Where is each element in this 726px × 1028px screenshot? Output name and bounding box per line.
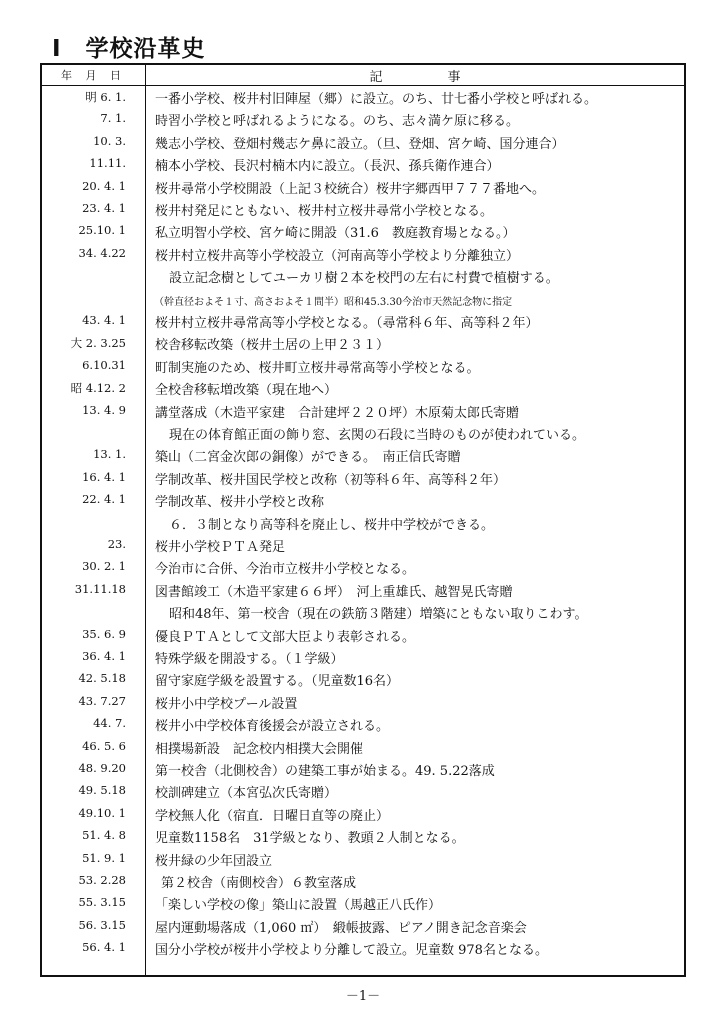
row-event: 今治市に合併、今治市立桜井小学校となる。 xyxy=(155,562,416,578)
row-event: 町制実施のため、桜井町立桜井尋常高等小学校となる。 xyxy=(155,360,480,376)
table-row xyxy=(42,108,684,130)
row-date: 13. 4. 9 xyxy=(82,402,126,417)
row-date: 7. 1. xyxy=(100,111,126,126)
row-event: ６．３制となり高等科を廃止し、桜井中学校ができる。 xyxy=(169,517,495,533)
row-date: 23. xyxy=(107,537,126,551)
row-date: 48. 9.20 xyxy=(78,761,126,775)
row-date: 49. 5.18 xyxy=(78,783,126,798)
history-table xyxy=(40,63,686,977)
table-row xyxy=(42,377,684,399)
row-date: 34. 4.22 xyxy=(78,245,126,260)
row-date: 明 6. 1. xyxy=(85,90,126,104)
table-row xyxy=(42,937,684,959)
table-row xyxy=(42,422,684,444)
row-date: 51. 9. 1 xyxy=(82,850,126,865)
row-date: 25.10. 1 xyxy=(78,223,126,238)
row-event: 優良ＰＴＡとして文部大臣より表彰される。 xyxy=(155,629,416,645)
table-row xyxy=(42,198,684,220)
row-event: 楠本小学校、長沢村楠木内に設立。（長沢、孫兵衛作連合） xyxy=(155,159,500,175)
row-date: 22. 4. 1 xyxy=(82,492,126,507)
row-event: 学制改革、桜井国民学校と改称（初等科６年、高等科２年） xyxy=(155,472,507,488)
row-event: 全校舎移転増改築（現在地へ） xyxy=(155,383,338,399)
row-event: 桜井緑の少年団設立 xyxy=(155,853,273,869)
row-date: 10. 3. xyxy=(93,133,126,148)
row-date: 53. 2.28 xyxy=(78,873,126,887)
table-row xyxy=(42,288,684,310)
table-row xyxy=(42,86,684,108)
table-row xyxy=(42,870,684,892)
row-date: 56. 3.15 xyxy=(78,917,126,932)
row-event: 「楽しい学校の像」築山に設置（馬越正八氏作） xyxy=(155,898,442,914)
page-number: －1－ xyxy=(345,989,381,1004)
table-row xyxy=(42,713,684,735)
table-row xyxy=(42,512,684,534)
table-row xyxy=(42,668,684,690)
row-date: 51. 4. 8 xyxy=(82,828,126,843)
row-date: 49.10. 1 xyxy=(78,805,126,820)
table-row xyxy=(42,310,684,332)
row-event: 設立記念樹としてユーカリ樹２本を校門の左右に村費で植樹する。 xyxy=(169,271,559,287)
page-title: Ⅰ 学校沿革史 xyxy=(52,36,206,62)
row-date: 30. 2. 1 xyxy=(82,559,126,574)
row-event: 校訓碑建立（本宮弘次氏寄贈） xyxy=(155,786,338,802)
table-row xyxy=(42,556,684,578)
table-row xyxy=(42,892,684,914)
table-row xyxy=(42,153,684,175)
table-row xyxy=(42,915,684,937)
row-event: 相撲場新設 記念校内相撲大会開催 xyxy=(155,741,364,757)
row-event: 桜井村発足にともない、桜井村立桜井尋常小学校となる。 xyxy=(155,204,494,219)
row-event: 留守家庭学級を設置する。（児童数16名） xyxy=(155,674,400,690)
table-row xyxy=(42,176,684,198)
row-date: 31.11.18 xyxy=(74,581,126,596)
row-date: 43. 7.27 xyxy=(78,693,126,708)
table-row xyxy=(42,489,684,511)
row-event: 昭和48年、第一校舎（現在の鉄筋３階建）増築にともない取りこわす。 xyxy=(169,607,588,623)
table-row xyxy=(42,131,684,153)
row-date: 13. 1. xyxy=(93,447,126,462)
table-row xyxy=(42,332,684,354)
row-date: 44. 7. xyxy=(93,716,126,731)
row-date: 42. 5.18 xyxy=(78,671,126,686)
table-row xyxy=(42,467,684,489)
row-event: 桜井村立桜井高等小学校設立（河南高等小学校より分離独立） xyxy=(155,248,520,264)
table-row xyxy=(42,400,684,422)
row-date: 23. 4. 1 xyxy=(82,201,126,215)
table-row xyxy=(42,624,684,646)
row-date: 16. 4. 1 xyxy=(82,469,126,484)
row-event: 学制改革、桜井小学校と改称 xyxy=(155,495,325,511)
table-row xyxy=(42,265,684,287)
table-row xyxy=(42,825,684,847)
row-event: 築山（二宮金次郎の銅像）ができる。 南正信氏寄贈 xyxy=(155,450,461,466)
row-event: 桜井尋常小学校開設（上記３校統合）桜井字郷西甲７７７番地へ。 xyxy=(155,181,546,197)
row-date: 大 2. 3.25 xyxy=(70,336,126,351)
table-row xyxy=(42,444,684,466)
row-event: 児童数1158名 31学級となり、教頭２人制となる。 xyxy=(155,831,465,847)
row-event: 幾志小学校、登畑村幾志ケ鼻に設立。（旦、登畑、宮ケ崎、国分連合） xyxy=(155,136,565,152)
row-date: 35. 6. 9 xyxy=(82,626,126,641)
header-date: 年 月 日 xyxy=(61,69,126,82)
row-date: 6.10.31 xyxy=(82,357,126,372)
row-date: 55. 3.15 xyxy=(78,895,126,910)
table-row xyxy=(42,758,684,780)
row-event: 時習小学校と呼ばれるようになる。のち、志々満ケ原に移る。 xyxy=(155,114,520,130)
row-event: 私立明智小学校、宮ケ崎に開設（31.6 教庭教育場となる。） xyxy=(155,226,516,242)
table-row xyxy=(42,220,684,242)
row-event: 図書館竣工（木造平家建６６坪） 河上重雄氏、越智晃氏寄贈 xyxy=(155,584,513,600)
row-event: 桜井村立桜井尋常高等小学校となる。（尋常科６年、高等科２年） xyxy=(155,316,539,331)
row-date: 43. 4. 1 xyxy=(82,313,126,327)
table-row xyxy=(42,243,684,265)
header-event: 記 事 xyxy=(369,70,461,85)
table-row xyxy=(42,355,684,377)
table-row xyxy=(42,848,684,870)
table-row xyxy=(42,780,684,802)
row-event: 校舎移転改築（桜井土居の上甲２３１） xyxy=(155,338,390,354)
row-event: 国分小学校が桜井小学校より分離して設立。児童数 978名となる。 xyxy=(155,943,548,959)
table-row xyxy=(42,691,684,713)
table-row xyxy=(42,579,684,601)
row-event: 桜井小中学校体育後援会が設立される。 xyxy=(155,719,390,735)
row-event: 学校無人化（宿直．日曜日直等の廃止） xyxy=(155,808,390,824)
table-row xyxy=(42,736,684,758)
table-row xyxy=(42,601,684,623)
row-event: 現在の体育館正面の飾り窓、玄関の石段に当時のものが使われている。 xyxy=(169,428,586,443)
row-event: 桜井小中学校プール設置 xyxy=(155,696,298,712)
table-row xyxy=(42,534,684,556)
row-date: 36. 4. 1 xyxy=(82,649,126,663)
row-event: 第２校舎（南側校舎）６教室落成 xyxy=(161,876,357,891)
row-event: 一番小学校、桜井村旧陣屋（郷）に設立。のち、廿七番小学校と呼ばれる。 xyxy=(155,92,598,107)
row-date: 20. 4. 1 xyxy=(82,178,126,193)
table-row xyxy=(42,646,684,668)
table-header xyxy=(42,65,684,86)
row-date: 昭 4.12. 2 xyxy=(70,381,126,396)
row-event: 桜井小学校ＰＴＡ発足 xyxy=(155,540,286,555)
row-date: 46. 5. 6 xyxy=(82,738,126,753)
row-event: 特殊学級を開設する。（１学級） xyxy=(155,652,344,667)
row-date: 56. 4. 1 xyxy=(82,940,126,955)
row-date: 11.11. xyxy=(89,156,126,171)
table-row xyxy=(42,803,684,825)
row-event: （幹直径およそ１寸、高さおよそ１間半）昭和45.3.30今治市天然記念物に指定 xyxy=(154,296,513,308)
row-event: 屋内運動場落成（1,060 ㎡） 緞帳披露、ピアノ開き記念音楽会 xyxy=(155,920,527,936)
row-event: 第一校舎（北側校舎）の建築工事が始まる。49. 5.22落成 xyxy=(155,764,495,779)
row-event: 講堂落成（木造平家建 合計建坪２２０坪）木原菊太郎氏寄贈 xyxy=(155,405,520,421)
